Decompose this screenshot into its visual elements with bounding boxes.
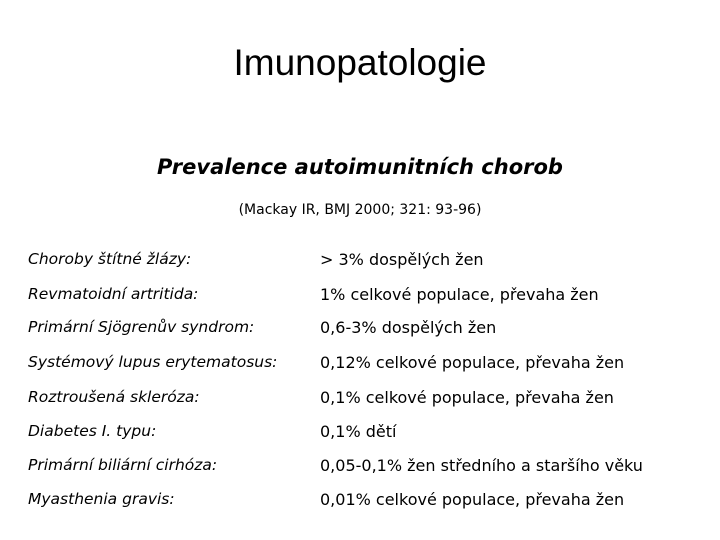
prevalence-value: > 3% dospělých žen	[320, 250, 484, 269]
disease-name: Choroby štítné žlázy:	[28, 250, 192, 268]
citation: (Mackay IR, BMJ 2000; 321: 93-96)	[238, 202, 482, 218]
slide-subtitle: Prevalence autoimunitních chorob	[157, 155, 563, 179]
disease-name: Revmatoidní artritida:	[28, 285, 199, 303]
prevalence-value: 0,6-3% dospělých žen	[320, 318, 497, 337]
prevalence-value: 0,01% celkové populace, převaha žen	[320, 490, 625, 509]
prevalence-value: 0,1% dětí	[320, 422, 397, 441]
disease-name: Myasthenia gravis:	[28, 490, 175, 508]
slide-title: Imunopatologie	[233, 42, 487, 83]
prevalence-row	[28, 250, 708, 274]
prevalence-value: 0,12% celkové populace, převaha žen	[320, 353, 625, 372]
disease-name: Primární Sjögrenův syndrom:	[28, 318, 255, 336]
prevalence-row	[28, 388, 708, 412]
disease-name: Primární biliární cirhóza:	[28, 456, 218, 474]
disease-name: Diabetes I. typu:	[28, 422, 157, 440]
prevalence-row	[28, 353, 708, 377]
disease-name: Systémový lupus erytematosus:	[28, 353, 278, 371]
prevalence-row	[28, 318, 708, 342]
prevalence-value: 0,1% celkové populace, převaha žen	[320, 388, 614, 407]
prevalence-row	[28, 422, 708, 446]
prevalence-row	[28, 456, 708, 480]
disease-name: Roztroušená skleróza:	[28, 388, 200, 406]
prevalence-row	[28, 490, 708, 514]
prevalence-value: 1% celkové populace, převaha žen	[320, 285, 599, 304]
prevalence-row	[28, 285, 708, 309]
prevalence-value: 0,05-0,1% žen středního a staršího věku	[320, 456, 643, 475]
